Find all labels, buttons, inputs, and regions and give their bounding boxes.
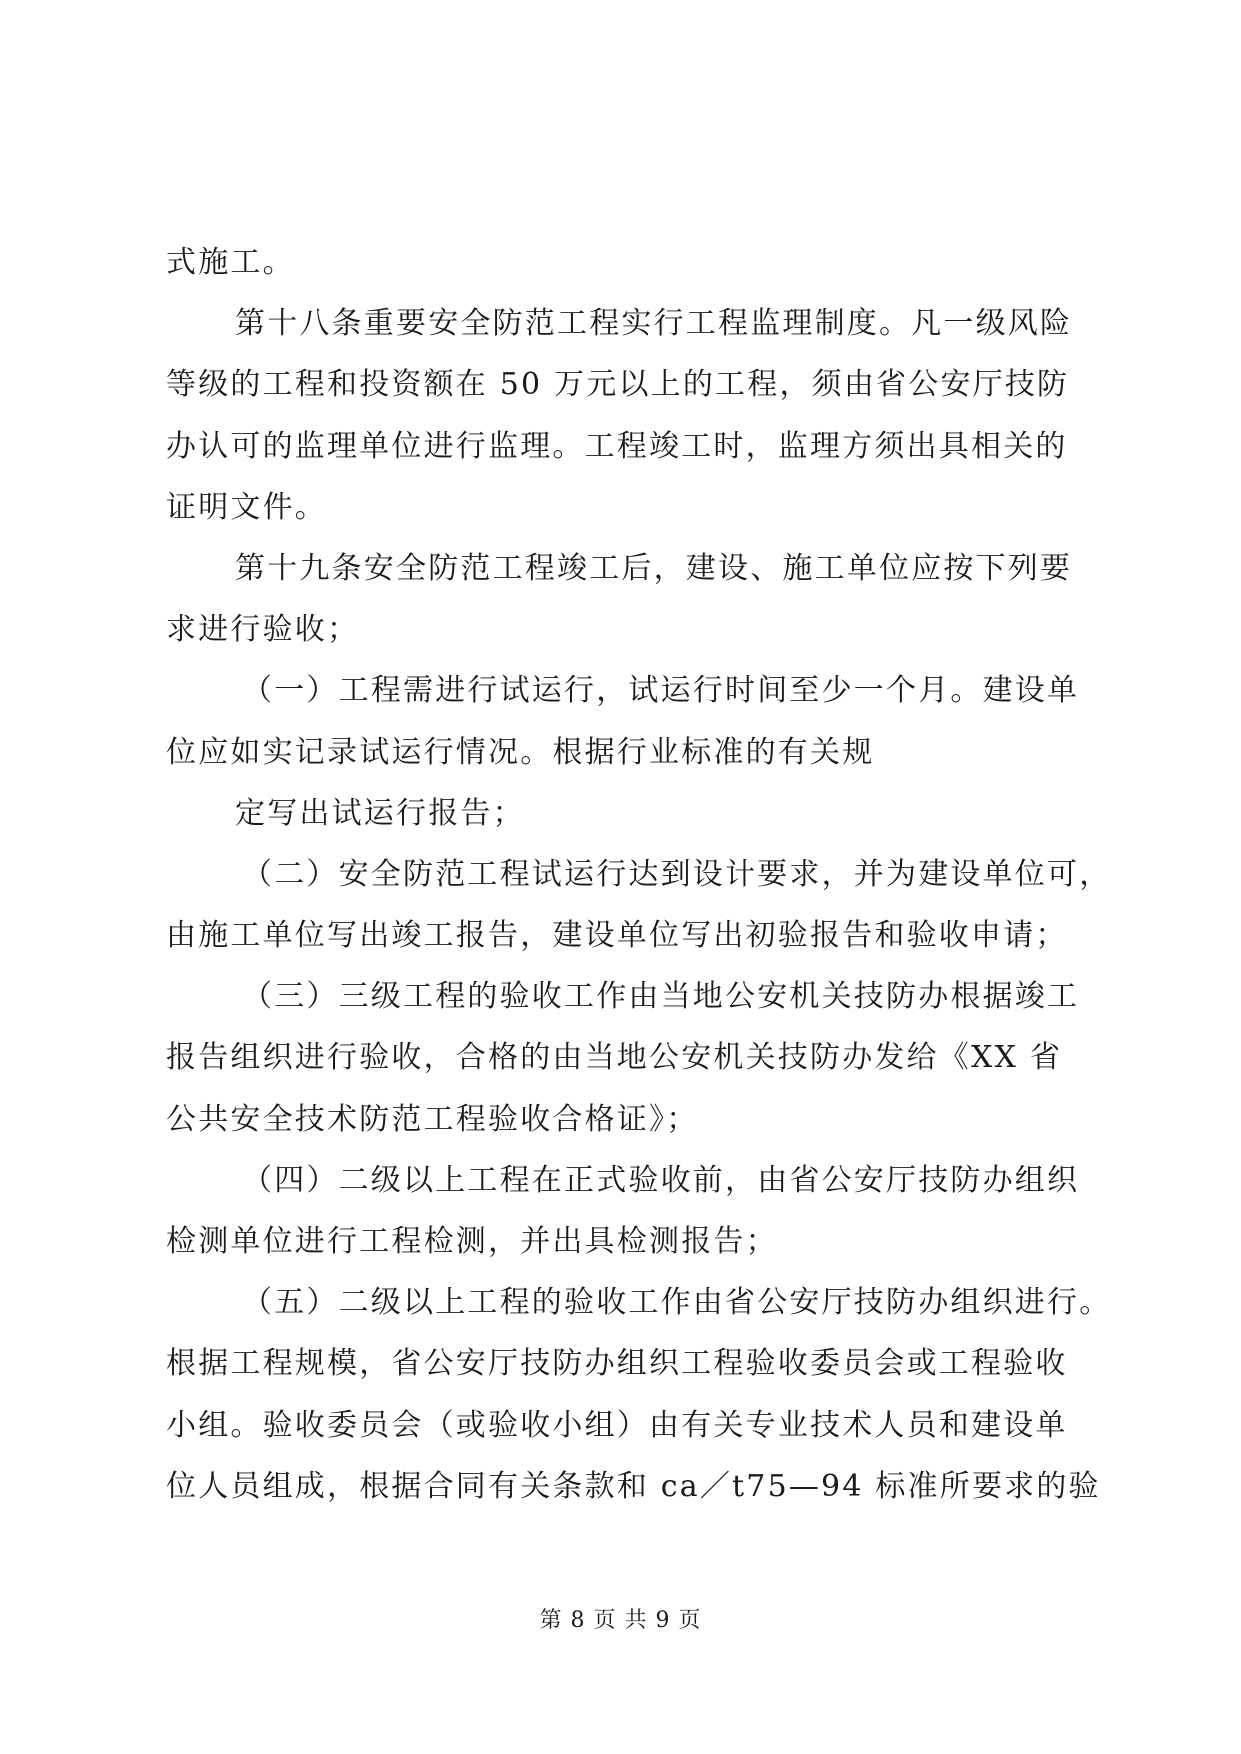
text-line: 办认可的监理单位进行监理。工程竣工时，监理方须出具相关的 [166, 428, 1068, 464]
page-number-footer: 第 8 页 共 9 页 [539, 1608, 702, 1633]
text-line: （一）工程需进行试运行，试运行时间至少一个月。建设单 [242, 673, 1080, 709]
text-line: 公共安全技术防范工程验收合格证》； [166, 1101, 699, 1137]
text-line: （二）安全防范工程试运行达到设计要求，并为建设单位可， [242, 856, 1112, 892]
text-line: 式施工。 [166, 245, 295, 280]
text-line: 第十八条重要安全防范工程实行工程监理制度。凡一级风险 [235, 306, 1073, 342]
text-line: 求进行验收； [166, 612, 360, 648]
text-line: 检测单位进行工程检测，并出具检测报告； [166, 1224, 778, 1259]
text-line: （四）二级以上工程在正式验收前，由省公安厅技防办组织 [242, 1162, 1080, 1198]
text-line: 定写出试运行报告； [235, 795, 525, 831]
text-line: 由施工单位写出竣工报告，建设单位写出初验报告和验收申请； [166, 918, 1068, 954]
text-line: 位应如实记录试运行情况。根据行业标准的有关规 [166, 734, 875, 770]
text-line: 报告组织进行验收，合格的由当地公安机关技防办发给《XX 省 [166, 1040, 1063, 1076]
text-line: 等级的工程和投资额在 50 万元以上的工程，须由省公安厅技防 [166, 367, 1070, 403]
text-line: 位人员组成，根据合同有关条款和 ca／t75—94 标准所要求的验 [166, 1468, 1101, 1504]
text-line: 第十九条安全防范工程竣工后，建设、施工单位应按下列要 [235, 550, 1073, 586]
text-line: 小组。验收委员会（或验收小组）由有关专业技术人员和建设单 [166, 1407, 1068, 1443]
text-line: （三）三级工程的验收工作由当地公安机关技防办根据竣工 [242, 979, 1080, 1015]
document-body [166, 232, 1112, 1517]
text-line: 证明文件。 [166, 489, 327, 525]
text-line: （五）二级以上工程的验收工作由省公安厅技防办组织进行。 [242, 1285, 1112, 1321]
text-line: 根据工程规模，省公安厅技防办组织工程验收委员会或工程验收 [166, 1346, 1068, 1382]
